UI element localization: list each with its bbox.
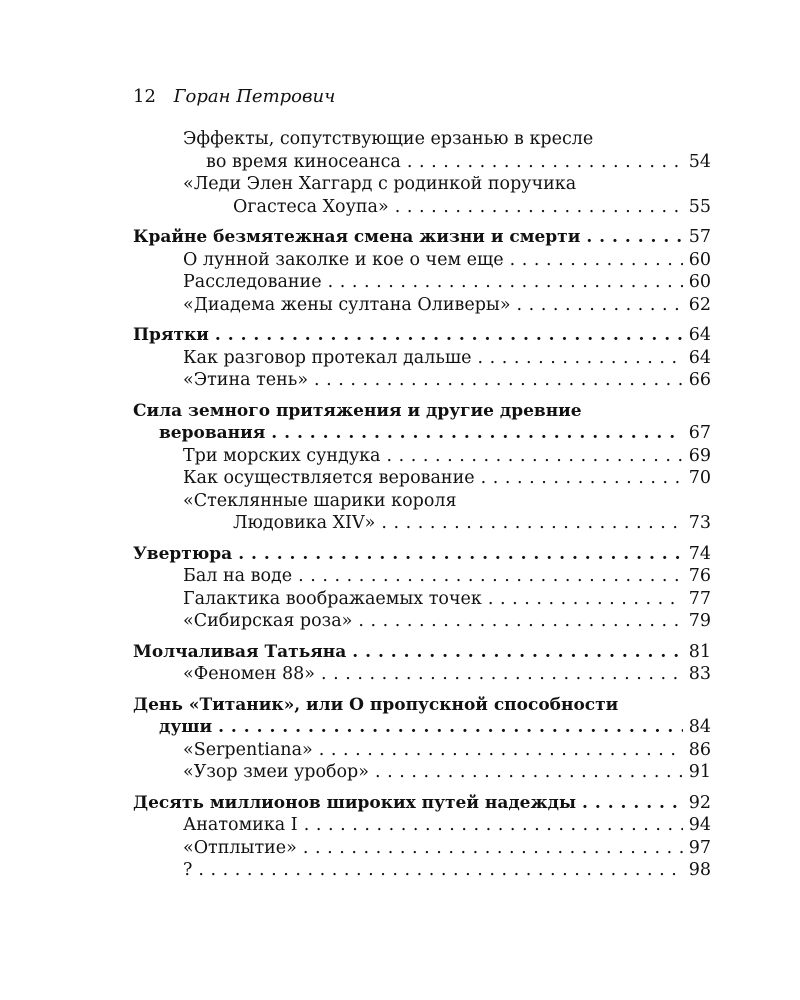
toc-entry-title: ? bbox=[183, 860, 193, 880]
leader-dots bbox=[304, 814, 683, 837]
toc-entry-title: Как осуществляется верование bbox=[183, 468, 475, 488]
toc-page-number: 74 bbox=[688, 543, 711, 564]
leader-dots bbox=[395, 196, 683, 219]
toc-entry-title: «Сибирская роза» bbox=[183, 611, 353, 631]
toc-section-title: Прятки bbox=[133, 325, 209, 345]
toc-entry-title: Огастеса Хоупа» bbox=[233, 196, 389, 217]
toc-entry-title: «Леди Элен Хаггард с родинкой поручика bbox=[183, 174, 577, 194]
toc-entry[interactable] bbox=[133, 294, 711, 317]
toc-section[interactable] bbox=[133, 422, 711, 445]
leader-dots bbox=[510, 249, 683, 272]
toc-entry[interactable] bbox=[133, 610, 711, 633]
toc-section-title: Молчаливая Татьяна bbox=[133, 641, 347, 662]
toc-page-number: 76 bbox=[688, 566, 711, 586]
toc-page-number: 62 bbox=[688, 294, 711, 315]
toc-entry-line bbox=[133, 128, 711, 151]
toc-page-number: 64 bbox=[688, 347, 711, 368]
toc-page-number: 81 bbox=[688, 641, 711, 662]
toc-page-number: 70 bbox=[688, 468, 711, 488]
toc-entry-title: «Узор змеи уробор» bbox=[183, 762, 369, 782]
toc-entry-title: Людовика XIV» bbox=[233, 513, 376, 533]
toc-section[interactable] bbox=[133, 226, 711, 249]
toc-entry[interactable] bbox=[133, 663, 711, 686]
leader-dots bbox=[314, 369, 683, 392]
toc-section-line bbox=[133, 694, 711, 717]
leader-dots bbox=[198, 859, 682, 882]
leader-dots bbox=[517, 294, 683, 317]
toc-page-number: 92 bbox=[688, 792, 711, 813]
leader-dots bbox=[488, 588, 683, 611]
toc-section-title: Десять миллионов широких путей надежды bbox=[133, 792, 577, 813]
leader-dots bbox=[271, 422, 682, 445]
running-head-author: Горан Петрович bbox=[173, 86, 336, 107]
toc-section[interactable] bbox=[133, 716, 711, 739]
toc-page-number: 77 bbox=[688, 588, 711, 609]
toc-entry[interactable] bbox=[133, 369, 711, 392]
leader-dots bbox=[387, 445, 683, 468]
leader-dots bbox=[358, 610, 682, 633]
leader-dots bbox=[319, 739, 683, 762]
toc-section[interactable] bbox=[133, 324, 711, 347]
toc-entry[interactable] bbox=[133, 196, 711, 219]
table-of-contents bbox=[133, 128, 711, 882]
toc-entry-title: О лунной заколке и кое о чем еще bbox=[183, 249, 504, 270]
toc-page-number: 67 bbox=[688, 423, 711, 443]
toc-entry[interactable] bbox=[133, 271, 711, 294]
leader-dots bbox=[582, 792, 683, 815]
toc-page-number: 66 bbox=[688, 370, 711, 390]
toc-page-number: 79 bbox=[688, 611, 711, 631]
toc-entry[interactable] bbox=[133, 512, 711, 535]
toc-page-number: 94 bbox=[688, 815, 711, 835]
toc-entry-title: Анатомика I bbox=[183, 815, 298, 835]
toc-page-number: 55 bbox=[688, 196, 711, 217]
toc-entry[interactable] bbox=[133, 837, 711, 860]
toc-entry-title: «Этина тень» bbox=[183, 370, 309, 390]
leader-dots bbox=[586, 226, 682, 249]
toc-entry[interactable] bbox=[133, 814, 711, 837]
toc-page-number: 84 bbox=[688, 717, 711, 737]
toc-entry[interactable] bbox=[133, 565, 711, 588]
toc-entry-title: Бал на воде bbox=[183, 566, 293, 586]
toc-page-number: 64 bbox=[688, 325, 711, 345]
toc-entry[interactable] bbox=[133, 467, 711, 490]
leader-dots bbox=[381, 512, 682, 535]
toc-entry[interactable] bbox=[133, 347, 711, 370]
toc-page-number: 60 bbox=[688, 272, 711, 292]
toc-entry-title: Три морских сундука bbox=[183, 445, 381, 466]
toc-section[interactable] bbox=[133, 543, 711, 566]
toc-page-number: 57 bbox=[688, 227, 711, 247]
toc-entry-title: «Отплытие» bbox=[183, 837, 297, 858]
leader-dots bbox=[352, 641, 682, 664]
leader-dots bbox=[218, 716, 683, 739]
toc-entry-title: «Диадема жены султана Оливеры» bbox=[183, 294, 511, 315]
toc-section-title: Увертюра bbox=[133, 543, 233, 564]
toc-entry-title: Как разговор протекал дальше bbox=[183, 347, 472, 368]
leader-dots bbox=[215, 324, 683, 347]
leader-dots bbox=[298, 565, 683, 588]
toc-entry-title: Эффекты, сопутствующие ерзанью в кресле bbox=[183, 129, 594, 149]
toc-entry[interactable] bbox=[133, 445, 711, 468]
toc-page-number: 98 bbox=[688, 860, 711, 880]
toc-entry[interactable] bbox=[133, 761, 711, 784]
leader-dots bbox=[407, 151, 683, 174]
toc-section-title: День «Титаник», или О пропускной способности bbox=[133, 694, 619, 715]
leader-dots bbox=[478, 347, 683, 370]
leader-dots bbox=[238, 543, 683, 566]
toc-section-title: души bbox=[159, 717, 213, 737]
toc-entry[interactable] bbox=[133, 151, 711, 174]
toc-section[interactable] bbox=[133, 641, 711, 664]
toc-entry-line bbox=[133, 173, 711, 196]
toc-entry[interactable] bbox=[133, 859, 711, 882]
page-number: 12 bbox=[133, 86, 156, 107]
toc-entry-title: Расследование bbox=[183, 272, 322, 292]
toc-entry-title: во время киносеанса bbox=[206, 151, 401, 172]
leader-dots bbox=[303, 837, 683, 860]
toc-entry[interactable] bbox=[133, 739, 711, 762]
toc-page-number: 86 bbox=[688, 739, 711, 760]
toc-entry-title: Галактика воображаемых точек bbox=[183, 588, 482, 609]
toc-page-number: 97 bbox=[688, 837, 711, 858]
toc-entry-line bbox=[133, 490, 711, 513]
toc-entry[interactable] bbox=[133, 588, 711, 611]
leader-dots bbox=[375, 761, 683, 784]
toc-entry[interactable] bbox=[133, 249, 711, 272]
toc-page-number: 91 bbox=[688, 762, 711, 782]
toc-page-number: 83 bbox=[688, 664, 711, 684]
running-head bbox=[133, 86, 335, 108]
toc-section-title: Сила земного притяжения и другие древние bbox=[133, 400, 582, 421]
toc-page-number: 54 bbox=[688, 151, 711, 172]
toc-section-title: верования bbox=[159, 423, 266, 443]
toc-page-number: 60 bbox=[688, 249, 711, 270]
leader-dots bbox=[481, 467, 683, 490]
leader-dots bbox=[321, 663, 683, 686]
toc-section[interactable] bbox=[133, 792, 711, 815]
toc-entry-title: «Serpentiana» bbox=[183, 739, 313, 760]
toc-entry-title: «Стеклянные шарики короля bbox=[183, 490, 457, 511]
toc-entry-title: «Феномен 88» bbox=[183, 664, 315, 684]
toc-page-number: 69 bbox=[688, 445, 711, 466]
toc-section-title: Крайне безмятежная смена жизни и смерти bbox=[133, 227, 581, 247]
leader-dots bbox=[328, 271, 683, 294]
toc-page-number: 73 bbox=[688, 513, 711, 533]
toc-section-line bbox=[133, 400, 711, 423]
